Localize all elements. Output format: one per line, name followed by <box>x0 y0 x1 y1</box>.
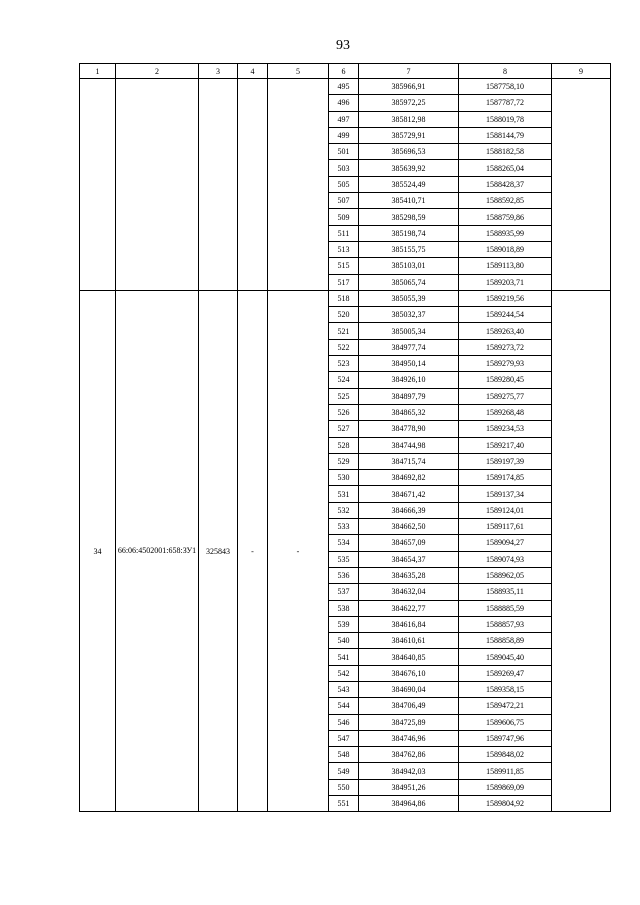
y-coordinate-cell: 1589234,53 <box>459 421 552 437</box>
x-coordinate-cell: 384725,89 <box>359 714 459 730</box>
x-coordinate-cell: 385972,25 <box>359 95 459 111</box>
x-coordinate-cell: 385155,75 <box>359 241 459 257</box>
point-number-cell: 550 <box>329 779 359 795</box>
page-number: 93 <box>336 38 350 53</box>
header-cell: 7 <box>359 64 459 79</box>
header-cell: 9 <box>552 64 611 79</box>
area-cell <box>199 79 238 291</box>
y-coordinate-cell: 1588962,05 <box>459 567 552 583</box>
point-number-cell: 548 <box>329 747 359 763</box>
point-number-cell: 533 <box>329 519 359 535</box>
x-coordinate-cell: 384616,84 <box>359 616 459 632</box>
x-coordinate-cell: 384657,09 <box>359 535 459 551</box>
point-number-cell: 530 <box>329 470 359 486</box>
point-number-cell: 499 <box>329 127 359 143</box>
y-coordinate-cell: 1589217,40 <box>459 437 552 453</box>
x-coordinate-cell: 384666,39 <box>359 502 459 518</box>
x-coordinate-cell: 385005,34 <box>359 323 459 339</box>
y-coordinate-cell: 1588858,89 <box>459 633 552 649</box>
point-number-cell: 525 <box>329 388 359 404</box>
col5-cell: - <box>268 290 329 812</box>
x-coordinate-cell: 385729,91 <box>359 127 459 143</box>
point-number-cell: 503 <box>329 160 359 176</box>
x-coordinate-cell: 385696,53 <box>359 144 459 160</box>
y-coordinate-cell: 1589113,80 <box>459 258 552 274</box>
x-coordinate-cell: 385524,49 <box>359 176 459 192</box>
point-number-cell: 539 <box>329 616 359 632</box>
y-coordinate-cell: 1589244,54 <box>459 307 552 323</box>
x-coordinate-cell: 384690,04 <box>359 681 459 697</box>
notes-cell <box>552 79 611 291</box>
y-coordinate-cell: 1588592,85 <box>459 193 552 209</box>
y-coordinate-cell: 1589094,27 <box>459 535 552 551</box>
header-cell: 1 <box>80 64 116 79</box>
point-number-cell: 531 <box>329 486 359 502</box>
point-number-cell: 496 <box>329 95 359 111</box>
point-number-cell: 521 <box>329 323 359 339</box>
point-number-cell: 515 <box>329 258 359 274</box>
x-coordinate-cell: 385198,74 <box>359 225 459 241</box>
x-coordinate-cell: 385032,37 <box>359 307 459 323</box>
col5-cell <box>268 79 329 291</box>
y-coordinate-cell: 1589018,89 <box>459 241 552 257</box>
point-number-cell: 527 <box>329 421 359 437</box>
y-coordinate-cell: 1588935,11 <box>459 584 552 600</box>
y-coordinate-cell: 1589045,40 <box>459 649 552 665</box>
x-coordinate-cell: 384897,79 <box>359 388 459 404</box>
header-cell: 5 <box>268 64 329 79</box>
header-cell: 4 <box>238 64 268 79</box>
y-coordinate-cell: 1587787,72 <box>459 95 552 111</box>
point-group-number-cell <box>80 79 116 291</box>
y-coordinate-cell: 1589848,02 <box>459 747 552 763</box>
y-coordinate-cell: 1588265,04 <box>459 160 552 176</box>
point-number-cell: 507 <box>329 193 359 209</box>
y-coordinate-cell: 1589137,34 <box>459 486 552 502</box>
x-coordinate-cell: 384865,32 <box>359 404 459 420</box>
point-number-cell: 535 <box>329 551 359 567</box>
y-coordinate-cell: 1589358,15 <box>459 681 552 697</box>
notes-cell <box>552 290 611 812</box>
point-number-cell: 534 <box>329 535 359 551</box>
x-coordinate-cell: 385065,74 <box>359 274 459 290</box>
x-coordinate-cell: 384654,37 <box>359 551 459 567</box>
y-coordinate-cell: 1589280,45 <box>459 372 552 388</box>
x-coordinate-cell: 384632,04 <box>359 584 459 600</box>
x-coordinate-cell: 385410,71 <box>359 193 459 209</box>
point-number-cell: 518 <box>329 290 359 306</box>
y-coordinate-cell: 1588885,59 <box>459 600 552 616</box>
header-cell: 6 <box>329 64 359 79</box>
point-number-cell: 544 <box>329 698 359 714</box>
x-coordinate-cell: 385966,91 <box>359 79 459 95</box>
y-coordinate-cell: 1588428,37 <box>459 176 552 192</box>
x-coordinate-cell: 384746,96 <box>359 730 459 746</box>
x-coordinate-cell: 384977,74 <box>359 339 459 355</box>
x-coordinate-cell: 385812,98 <box>359 111 459 127</box>
point-number-cell: 511 <box>329 225 359 241</box>
x-coordinate-cell: 385103,01 <box>359 258 459 274</box>
x-coordinate-cell: 384951,26 <box>359 779 459 795</box>
point-number-cell: 529 <box>329 453 359 469</box>
y-coordinate-cell: 1587758,10 <box>459 79 552 95</box>
col4-cell: - <box>238 290 268 812</box>
header-cell: 8 <box>459 64 552 79</box>
x-coordinate-cell: 384942,03 <box>359 763 459 779</box>
x-coordinate-cell: 384635,28 <box>359 567 459 583</box>
y-coordinate-cell: 1589269,47 <box>459 665 552 681</box>
x-coordinate-cell: 384715,74 <box>359 453 459 469</box>
area-cell: 325843 <box>199 290 238 812</box>
x-coordinate-cell: 384964,86 <box>359 796 459 812</box>
y-coordinate-cell: 1589273,72 <box>459 339 552 355</box>
x-coordinate-cell: 384610,61 <box>359 633 459 649</box>
y-coordinate-cell: 1589124,01 <box>459 502 552 518</box>
cadastral-number-cell: 66:06:4502001:658:ЗУ1 <box>116 290 199 812</box>
coordinates-table <box>79 63 611 812</box>
point-number-cell: 528 <box>329 437 359 453</box>
point-number-cell: 526 <box>329 404 359 420</box>
point-number-cell: 537 <box>329 584 359 600</box>
header-row <box>80 64 611 79</box>
y-coordinate-cell: 1589911,85 <box>459 763 552 779</box>
point-number-cell: 517 <box>329 274 359 290</box>
x-coordinate-cell: 385055,39 <box>359 290 459 306</box>
header-cell: 3 <box>199 64 238 79</box>
point-number-cell: 501 <box>329 144 359 160</box>
table-row <box>80 79 611 95</box>
x-coordinate-cell: 384926,10 <box>359 372 459 388</box>
x-coordinate-cell: 384778,90 <box>359 421 459 437</box>
x-coordinate-cell: 384706,49 <box>359 698 459 714</box>
table-body <box>80 79 611 812</box>
point-group-number-cell: 34 <box>80 290 116 812</box>
y-coordinate-cell: 1589279,93 <box>459 356 552 372</box>
y-coordinate-cell: 1589869,09 <box>459 779 552 795</box>
x-coordinate-cell: 384744,98 <box>359 437 459 453</box>
y-coordinate-cell: 1588857,93 <box>459 616 552 632</box>
x-coordinate-cell: 384671,42 <box>359 486 459 502</box>
point-number-cell: 532 <box>329 502 359 518</box>
table-row <box>80 290 611 306</box>
y-coordinate-cell: 1588182,58 <box>459 144 552 160</box>
point-number-cell: 538 <box>329 600 359 616</box>
point-number-cell: 546 <box>329 714 359 730</box>
y-coordinate-cell: 1589275,77 <box>459 388 552 404</box>
x-coordinate-cell: 384640,85 <box>359 649 459 665</box>
y-coordinate-cell: 1589747,96 <box>459 730 552 746</box>
y-coordinate-cell: 1588935,99 <box>459 225 552 241</box>
x-coordinate-cell: 384676,10 <box>359 665 459 681</box>
header-cell: 2 <box>116 64 199 79</box>
point-number-cell: 543 <box>329 681 359 697</box>
y-coordinate-cell: 1588144,79 <box>459 127 552 143</box>
x-coordinate-cell: 385639,92 <box>359 160 459 176</box>
x-coordinate-cell: 384762,86 <box>359 747 459 763</box>
y-coordinate-cell: 1588759,86 <box>459 209 552 225</box>
point-number-cell: 497 <box>329 111 359 127</box>
y-coordinate-cell: 1589074,93 <box>459 551 552 567</box>
point-number-cell: 505 <box>329 176 359 192</box>
point-number-cell: 513 <box>329 241 359 257</box>
cadastral-number-cell <box>116 79 199 291</box>
point-number-cell: 509 <box>329 209 359 225</box>
y-coordinate-cell: 1589606,75 <box>459 714 552 730</box>
point-number-cell: 495 <box>329 79 359 95</box>
y-coordinate-cell: 1589804,92 <box>459 796 552 812</box>
y-coordinate-cell: 1589174,85 <box>459 470 552 486</box>
point-number-cell: 540 <box>329 633 359 649</box>
x-coordinate-cell: 384622,77 <box>359 600 459 616</box>
y-coordinate-cell: 1589117,61 <box>459 519 552 535</box>
point-number-cell: 523 <box>329 356 359 372</box>
point-number-cell: 542 <box>329 665 359 681</box>
point-number-cell: 549 <box>329 763 359 779</box>
point-number-cell: 551 <box>329 796 359 812</box>
y-coordinate-cell: 1589263,40 <box>459 323 552 339</box>
point-number-cell: 522 <box>329 339 359 355</box>
x-coordinate-cell: 385298,59 <box>359 209 459 225</box>
point-number-cell: 536 <box>329 567 359 583</box>
x-coordinate-cell: 384692,82 <box>359 470 459 486</box>
point-number-cell: 541 <box>329 649 359 665</box>
y-coordinate-cell: 1589219,56 <box>459 290 552 306</box>
point-number-cell: 524 <box>329 372 359 388</box>
y-coordinate-cell: 1588019,78 <box>459 111 552 127</box>
point-number-cell: 520 <box>329 307 359 323</box>
col4-cell <box>238 79 268 291</box>
x-coordinate-cell: 384662,50 <box>359 519 459 535</box>
x-coordinate-cell: 384950,14 <box>359 356 459 372</box>
y-coordinate-cell: 1589203,71 <box>459 274 552 290</box>
point-number-cell: 547 <box>329 730 359 746</box>
y-coordinate-cell: 1589268,48 <box>459 404 552 420</box>
y-coordinate-cell: 1589197,39 <box>459 453 552 469</box>
y-coordinate-cell: 1589472,21 <box>459 698 552 714</box>
